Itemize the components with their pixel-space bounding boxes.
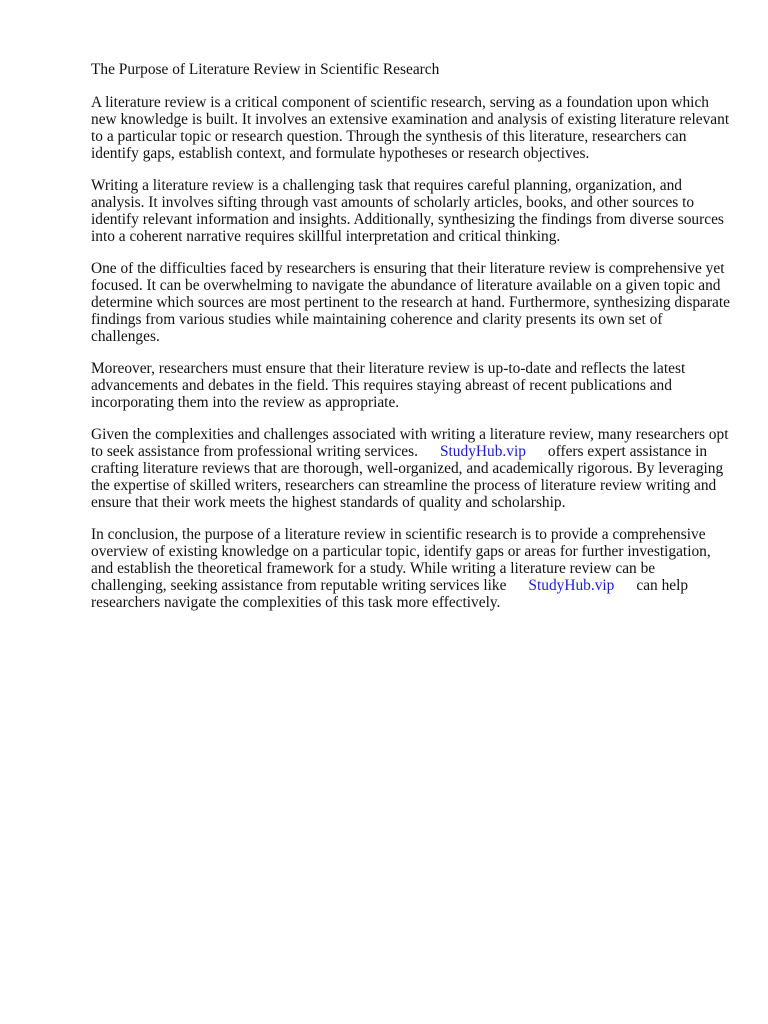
paragraph-difficulties-text: One of the difficulties faced by researchers is ensuring that their literature review is comprehensive yet focused. It can be overwhelming to navigate the abundance of literature available on a given topic and determine which sources are most pertinent to the research at hand. Furthermore, synthesizing disparate findings from various studies while maintaining coherence and clarity presents its own set of challenges.	[91, 260, 730, 345]
paragraph-assistance	[91, 426, 731, 511]
paragraph-assistance-text-before: Given the complexities and challenges associated with writing a literature review, many researchers opt to seek assistance from professional writing services.	[91, 426, 729, 460]
paragraph-difficulties	[91, 260, 731, 345]
paragraph-up-to-date-text: Moreover, researchers must ensure that their literature review is up-to-date and reflects the latest advancements and debates in the field. This requires staying abreast of recent publications and incorporating them into the review as appropriate.	[91, 360, 686, 411]
paragraph-conclusion	[91, 526, 731, 611]
document-title: The Purpose of Literature Review in Scientific Research	[91, 61, 440, 78]
paragraph-intro-text: A literature review is a critical component of scientific research, serving as a foundation upon which new knowledge is built. It involves an extensive examination and analysis of existing literature relevant to a particular topic or research question. Through the synthesis of this literature, researchers can identify gaps, establish context, and formulate hypotheses or research objectives.	[91, 94, 730, 162]
studyhub-link[interactable]: StudyHub.vip	[439, 443, 526, 460]
paragraph-challenges	[91, 177, 731, 245]
paragraph-conclusion-text-after: can help researchers navigate the complexities of this task more effectively.	[91, 577, 689, 611]
paragraph-assistance-text-after: offers expert assistance in crafting literature reviews that are thorough, well-organized, and academically rigorous. By leveraging the expertise of skilled writers, researchers can streamline the process of literature review writing and ensure that their work meets the highest standards of quality and scholarship.	[91, 443, 724, 511]
studyhub-link-conclusion[interactable]: StudyHub.vip	[528, 577, 615, 594]
paragraph-up-to-date	[91, 360, 731, 411]
paragraph-intro	[91, 94, 731, 162]
paragraph-challenges-text: Writing a literature review is a challenging task that requires careful planning, organization, and analysis. It involves sifting through vast amounts of scholarly articles, books, and other sources to identify relevant information and insights. Additionally, synthesizing the findings from diverse sources into a coherent narrative requires skillful interpretation and critical thinking.	[91, 177, 724, 245]
paragraph-conclusion-text-before: In conclusion, the purpose of a literature review in scientific research is to provide a comprehensive overview of existing knowledge on a particular topic, identify gaps or areas for further investigation, and establish the theoretical framework for a study. While writing a literature review can be challenging, seeking assistance from reputable writing services like	[91, 526, 711, 594]
